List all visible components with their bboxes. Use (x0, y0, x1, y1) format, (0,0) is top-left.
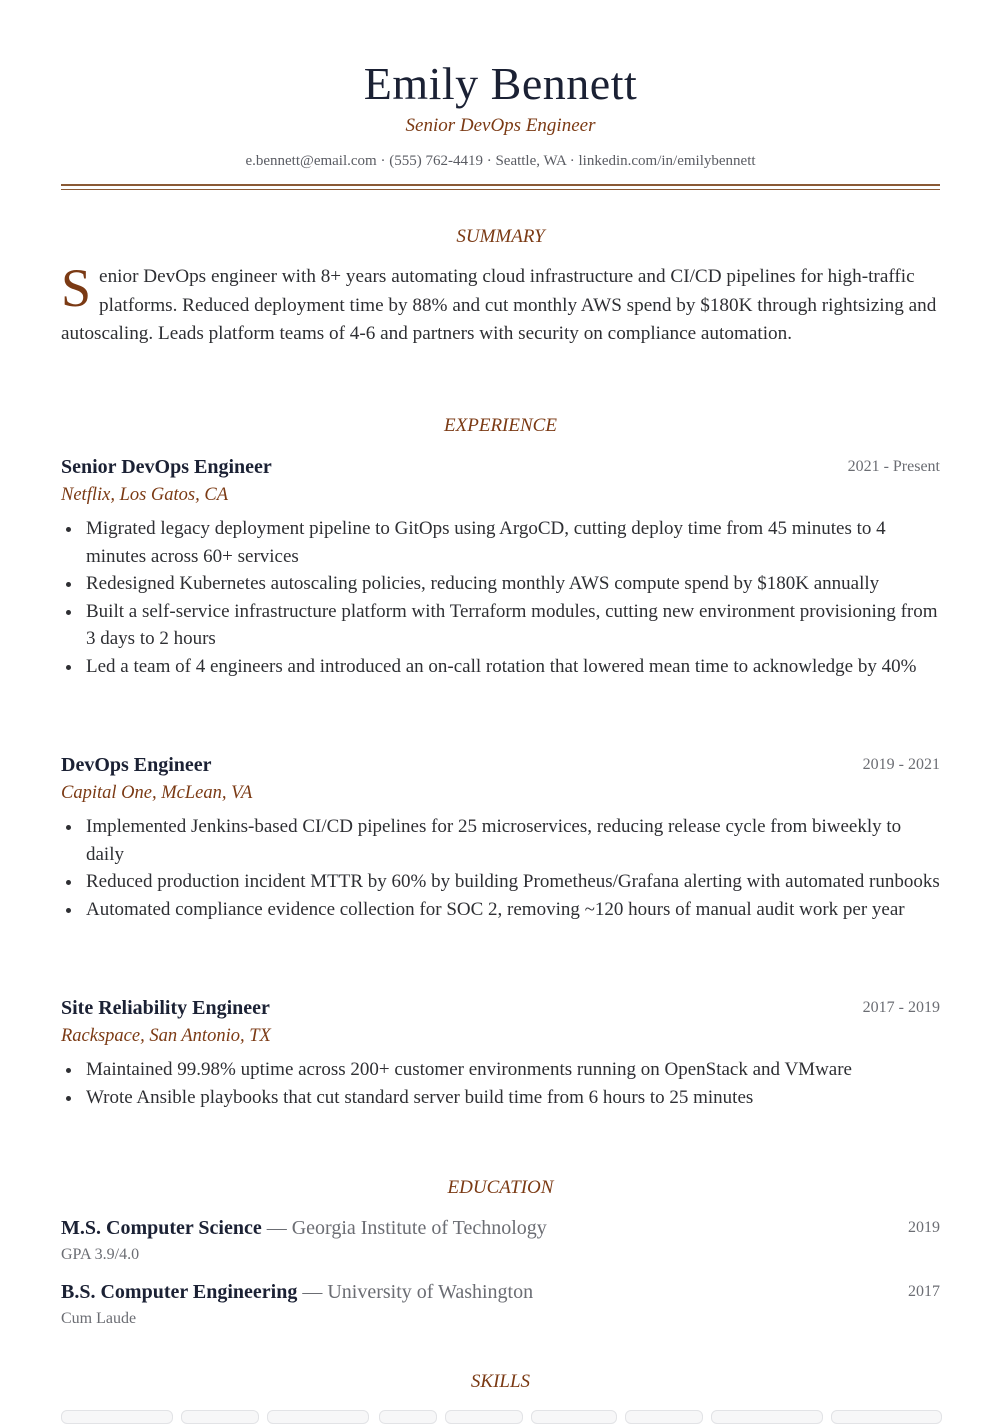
skill-pill (61, 1410, 173, 1424)
edu-school: University of Washington (327, 1281, 534, 1303)
edu-detail: Cum Laude (61, 1310, 137, 1327)
bullet-dot (66, 880, 71, 885)
list-item: Redesigned Kubernetes autoscaling policies, reducing monthly AWS compute spend by $180K annually (61, 570, 940, 598)
list-item: Built a self-service infrastructure platform with Terraform modules, cutting new environment provisioning from 3 days to 2 hours (61, 598, 940, 653)
skills-pills-row (61, 1410, 940, 1420)
education-heading: EDUCATION (447, 1177, 554, 1198)
bullet-dot (66, 825, 71, 830)
job-role: Site Reliability Engineer (61, 997, 270, 1019)
skill-pill (531, 1410, 617, 1424)
job-company: Rackspace, San Antonio, TX (61, 1026, 271, 1046)
edu-school: Georgia Institute of Technology (291, 1217, 547, 1239)
edu-detail: GPA 3.9/4.0 (61, 1246, 140, 1263)
job-bullets (61, 1056, 940, 1111)
summary-text: enior DevOps engineer with 8+ years automating cloud infrastructure and CI/CD pipelines for high-traffic platforms. Reduced deployment time by 88% and cut monthly AWS spend by $180K through rightsizing and autoscaling. Leads platform teams of 4-6 and partners with security on compliance automation. (61, 266, 937, 345)
list-item: Automated compliance evidence collection for SOC 2, removing ~120 hours of manual audit work per year (61, 896, 940, 924)
bullet-dot (66, 582, 71, 587)
education-entry (61, 1278, 940, 1330)
experience-heading: EXPERIENCE (444, 415, 557, 436)
list-item: Wrote Ansible playbooks that cut standard server build time from 6 hours to 25 minutes (61, 1084, 940, 1112)
skill-pill (379, 1410, 437, 1424)
edu-separator: — (266, 1217, 287, 1239)
job-role: DevOps Engineer (61, 754, 212, 776)
list-item: Implemented Jenkins-based CI/CD pipelines for 25 microservices, reducing release cycle from biweekly to daily (61, 813, 940, 868)
bullet-dot (66, 610, 71, 615)
job-dates: 2017 - 2019 (862, 999, 940, 1016)
bullet-dot (66, 1068, 71, 1073)
header-divider (61, 184, 940, 190)
bullet-dot (66, 665, 71, 670)
job-entry (61, 454, 940, 681)
education-entry (61, 1214, 940, 1266)
candidate-name: Emily Bennett (363, 58, 638, 109)
job-company: Capital One, McLean, VA (61, 783, 253, 803)
bullet-dot (66, 1096, 71, 1101)
job-bullets (61, 813, 940, 923)
skill-pill (625, 1410, 703, 1424)
list-item: Reduced production incident MTTR by 60% by building Prometheus/Grafana alerting with automated runbooks (61, 868, 940, 896)
bullet-dot (66, 527, 71, 532)
bullet-dot (66, 908, 71, 913)
skill-pill (267, 1410, 369, 1424)
list-item: Led a team of 4 engineers and introduced an on-call rotation that lowered mean time to acknowledge by 40% (61, 653, 940, 681)
edu-separator: — (302, 1281, 323, 1303)
job-company: Netflix, Los Gatos, CA (61, 485, 229, 505)
resume-page (61, 0, 940, 1414)
skill-pill (445, 1410, 523, 1424)
list-item: Maintained 99.98% uptime across 200+ customer environments running on OpenStack and VMware (61, 1056, 940, 1084)
contact-line: e.bennett@email.com · (555) 762-4419 · Seattle, WA · linkedin.com/in/emilybennett (245, 153, 756, 169)
job-dates: 2021 - Present (847, 458, 940, 475)
skill-pill (831, 1410, 942, 1424)
summary-heading: SUMMARY (456, 226, 545, 247)
list-item: Migrated legacy deployment pipeline to GitOps using ArgoCD, cutting deploy time from 45 minutes to 4 minutes across 60+ services (61, 515, 940, 570)
summary-dropcap: S (61, 258, 92, 318)
edu-year: 2017 (908, 1283, 940, 1300)
edu-degree: M.S. Computer Science (61, 1217, 262, 1239)
job-entry (61, 995, 940, 1111)
skill-pill (181, 1410, 259, 1424)
job-dates: 2019 - 2021 (862, 756, 940, 773)
edu-year: 2019 (908, 1219, 940, 1236)
edu-degree: B.S. Computer Engineering (61, 1281, 298, 1303)
candidate-title: Senior DevOps Engineer (405, 115, 596, 136)
summary-paragraph (61, 258, 940, 349)
skill-pill (711, 1410, 823, 1424)
job-entry (61, 752, 940, 923)
job-bullets (61, 515, 940, 681)
job-role: Senior DevOps Engineer (61, 456, 272, 478)
skills-heading: SKILLS (470, 1371, 531, 1392)
